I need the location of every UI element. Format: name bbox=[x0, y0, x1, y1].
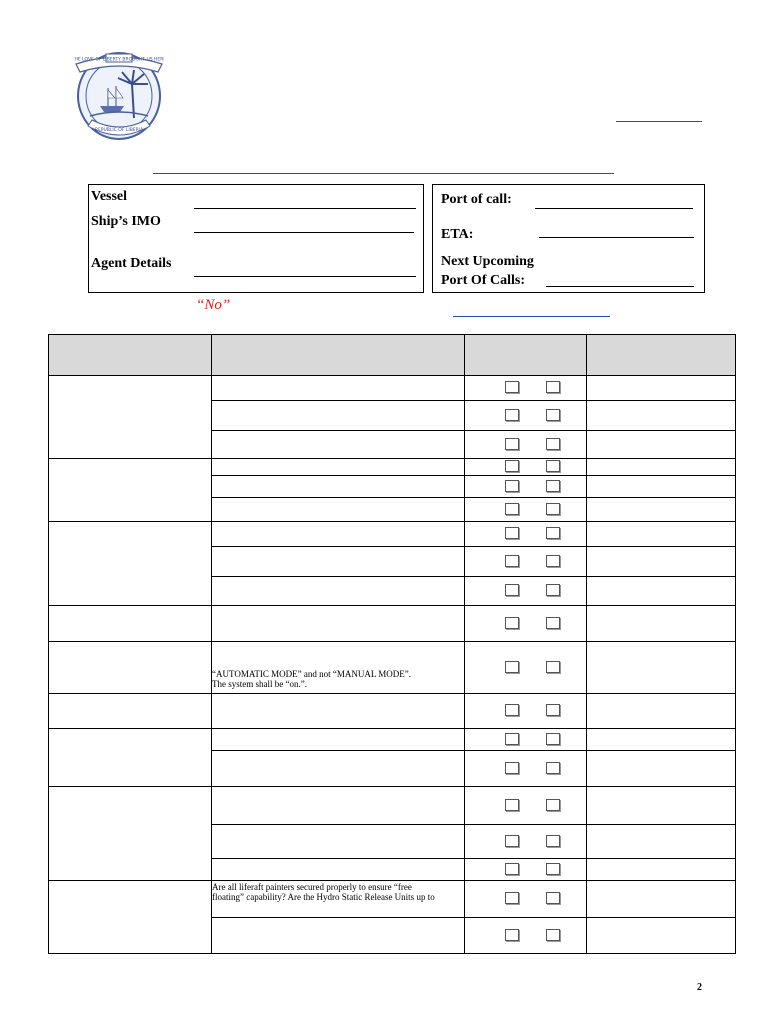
yes-checkbox[interactable] bbox=[505, 480, 519, 492]
no-checkbox[interactable] bbox=[546, 733, 560, 745]
eta-field[interactable] bbox=[539, 237, 694, 238]
notice-link-line[interactable] bbox=[453, 316, 610, 317]
header-link-line-right[interactable] bbox=[616, 121, 702, 122]
question-cell bbox=[212, 642, 465, 694]
question-cell bbox=[212, 522, 465, 547]
no-checkbox[interactable] bbox=[546, 929, 560, 941]
no-checkbox[interactable] bbox=[546, 762, 560, 774]
yes-no-cell bbox=[465, 459, 587, 476]
remarks-cell[interactable] bbox=[587, 547, 736, 577]
question-cell bbox=[212, 476, 465, 498]
yes-no-cell bbox=[465, 751, 587, 787]
yes-checkbox[interactable] bbox=[505, 762, 519, 774]
question-cell bbox=[212, 825, 465, 859]
yes-no-cell bbox=[465, 577, 587, 606]
no-checkbox[interactable] bbox=[546, 584, 560, 596]
table-row bbox=[49, 376, 736, 401]
no-checkbox[interactable] bbox=[546, 863, 560, 875]
yes-no-cell bbox=[465, 401, 587, 431]
vessel-field[interactable] bbox=[194, 208, 416, 209]
question-cell bbox=[212, 918, 465, 954]
yes-no-cell bbox=[465, 694, 587, 729]
next-port-field[interactable] bbox=[546, 286, 694, 287]
remarks-cell[interactable] bbox=[587, 459, 736, 476]
no-checkbox[interactable] bbox=[546, 480, 560, 492]
question-cell bbox=[212, 729, 465, 751]
liberia-seal-logo bbox=[74, 48, 164, 142]
remarks-cell[interactable] bbox=[587, 476, 736, 498]
question-cell bbox=[212, 577, 465, 606]
remarks-cell[interactable] bbox=[587, 694, 736, 729]
table-row bbox=[49, 729, 736, 751]
remarks-cell[interactable] bbox=[587, 825, 736, 859]
category-cell bbox=[49, 787, 212, 881]
header-category bbox=[49, 335, 212, 376]
remarks-cell[interactable] bbox=[587, 918, 736, 954]
question-cell bbox=[212, 547, 465, 577]
page-number: 2 bbox=[697, 982, 702, 993]
yes-checkbox[interactable] bbox=[505, 929, 519, 941]
no-checkbox[interactable] bbox=[546, 892, 560, 904]
port-of-call-field[interactable] bbox=[535, 208, 693, 209]
yes-checkbox[interactable] bbox=[505, 438, 519, 450]
yes-checkbox[interactable] bbox=[505, 892, 519, 904]
automatic-mode-question-line1: “AUTOMATIC MODE” and not “MANUAL MODE”. bbox=[212, 669, 411, 679]
port-info-box bbox=[432, 184, 705, 293]
yes-no-cell bbox=[465, 498, 587, 522]
question-cell bbox=[212, 431, 465, 459]
yes-no-cell bbox=[465, 729, 587, 751]
remarks-cell[interactable] bbox=[587, 577, 736, 606]
yes-no-cell bbox=[465, 918, 587, 954]
yes-no-cell bbox=[465, 606, 587, 642]
question-cell bbox=[212, 606, 465, 642]
category-cell bbox=[49, 459, 212, 522]
category-cell bbox=[49, 606, 212, 642]
vessel-info-box bbox=[88, 184, 424, 293]
yes-no-cell bbox=[465, 547, 587, 577]
no-checkbox[interactable] bbox=[546, 527, 560, 539]
category-cell bbox=[49, 522, 212, 606]
yes-checkbox[interactable] bbox=[505, 799, 519, 811]
header-yes-no bbox=[465, 335, 587, 376]
no-notice-text: “No” bbox=[196, 297, 231, 313]
remarks-cell[interactable] bbox=[587, 498, 736, 522]
liferaft-question-line1: Are all liferaft painters secured properly to ensure “free bbox=[212, 882, 412, 892]
remarks-cell[interactable] bbox=[587, 606, 736, 642]
yes-no-cell bbox=[465, 642, 587, 694]
question-cell bbox=[212, 498, 465, 522]
yes-no-cell bbox=[465, 476, 587, 498]
table-row bbox=[49, 694, 736, 729]
yes-no-cell bbox=[465, 431, 587, 459]
question-cell bbox=[212, 694, 465, 729]
agent-details-label: Agent Details bbox=[91, 256, 172, 271]
yes-checkbox[interactable] bbox=[505, 555, 519, 567]
no-checkbox[interactable] bbox=[546, 661, 560, 673]
table-row bbox=[49, 787, 736, 825]
yes-no-cell bbox=[465, 787, 587, 825]
no-checkbox[interactable] bbox=[546, 704, 560, 716]
question-cell bbox=[212, 376, 465, 401]
yes-checkbox[interactable] bbox=[505, 584, 519, 596]
table-header-row bbox=[49, 335, 736, 376]
yes-checkbox[interactable] bbox=[505, 704, 519, 716]
no-checkbox[interactable] bbox=[546, 438, 560, 450]
eta-label: ETA: bbox=[441, 227, 474, 242]
category-cell bbox=[49, 694, 212, 729]
header-question bbox=[212, 335, 465, 376]
category-cell bbox=[49, 376, 212, 459]
no-checkbox[interactable] bbox=[546, 799, 560, 811]
table-row bbox=[49, 459, 736, 476]
remarks-cell[interactable] bbox=[587, 522, 736, 547]
yes-checkbox[interactable] bbox=[505, 733, 519, 745]
remarks-cell[interactable] bbox=[587, 642, 736, 694]
question-cell bbox=[212, 881, 465, 918]
yes-no-cell bbox=[465, 376, 587, 401]
question-cell bbox=[212, 401, 465, 431]
yes-checkbox[interactable] bbox=[505, 863, 519, 875]
liferaft-question-line2: floating” capability? Are the Hydro Static Release Units up to bbox=[212, 892, 435, 902]
remarks-cell[interactable] bbox=[587, 431, 736, 459]
next-port-label-line1: Next Upcoming bbox=[441, 254, 534, 269]
no-checkbox[interactable] bbox=[546, 835, 560, 847]
inspection-checklist-table bbox=[48, 334, 736, 954]
question-cell bbox=[212, 859, 465, 881]
no-checkbox[interactable] bbox=[546, 460, 560, 472]
no-checkbox[interactable] bbox=[546, 555, 560, 567]
no-checkbox[interactable] bbox=[546, 617, 560, 629]
table-row bbox=[49, 642, 736, 694]
header-title-line[interactable] bbox=[153, 173, 614, 174]
category-cell bbox=[49, 729, 212, 787]
yes-no-cell bbox=[465, 881, 587, 918]
remarks-cell[interactable] bbox=[587, 729, 736, 751]
seal-text-top: THE LOVE OF LIBERTY BROUGHT US HERE bbox=[74, 57, 164, 63]
remarks-cell[interactable] bbox=[587, 401, 736, 431]
question-cell bbox=[212, 459, 465, 476]
remarks-cell[interactable] bbox=[587, 376, 736, 401]
remarks-cell[interactable] bbox=[587, 787, 736, 825]
yes-checkbox[interactable] bbox=[505, 527, 519, 539]
yes-checkbox[interactable] bbox=[505, 503, 519, 515]
yes-checkbox[interactable] bbox=[505, 381, 519, 393]
yes-checkbox[interactable] bbox=[505, 661, 519, 673]
table-row bbox=[49, 881, 736, 918]
vessel-label: Vessel bbox=[91, 189, 128, 204]
table-row bbox=[49, 606, 736, 642]
yes-checkbox[interactable] bbox=[505, 409, 519, 421]
automatic-mode-question-line2: The system shall be “on.”. bbox=[212, 679, 307, 689]
question-cell bbox=[212, 751, 465, 787]
agent-details-field[interactable] bbox=[194, 276, 416, 277]
no-checkbox[interactable] bbox=[546, 503, 560, 515]
seal-text-bottom: REPUBLIC OF LIBERIA bbox=[94, 128, 144, 133]
table-row bbox=[49, 522, 736, 547]
port-of-call-label: Port of call: bbox=[441, 192, 512, 207]
category-cell bbox=[49, 642, 212, 694]
yes-checkbox[interactable] bbox=[505, 835, 519, 847]
yes-no-cell bbox=[465, 859, 587, 881]
next-port-label-line2: Port Of Calls: bbox=[441, 273, 525, 288]
question-cell bbox=[212, 787, 465, 825]
yes-no-cell bbox=[465, 825, 587, 859]
ship-imo-field[interactable] bbox=[194, 232, 414, 233]
remarks-cell[interactable] bbox=[587, 859, 736, 881]
remarks-cell[interactable] bbox=[587, 751, 736, 787]
header-remarks bbox=[587, 335, 736, 376]
no-checkbox[interactable] bbox=[546, 409, 560, 421]
category-cell bbox=[49, 881, 212, 954]
yes-checkbox[interactable] bbox=[505, 617, 519, 629]
remarks-cell[interactable] bbox=[587, 881, 736, 918]
no-checkbox[interactable] bbox=[546, 381, 560, 393]
ship-imo-label: Ship’s IMO bbox=[91, 214, 161, 229]
yes-no-cell bbox=[465, 522, 587, 547]
yes-checkbox[interactable] bbox=[505, 460, 519, 472]
